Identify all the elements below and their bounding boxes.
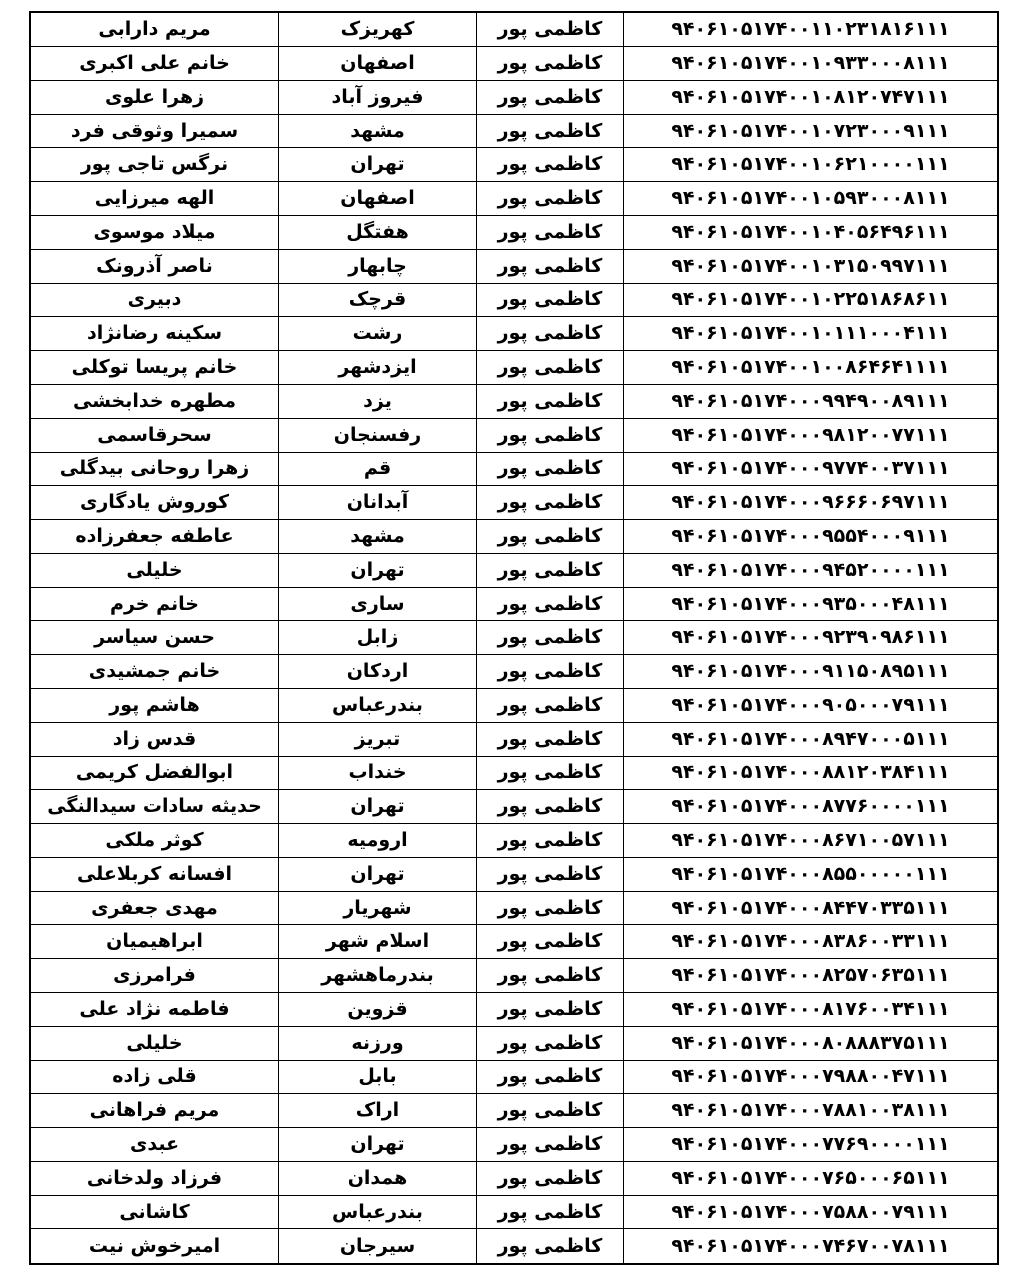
table-row (30, 1060, 998, 1094)
table-row (30, 486, 998, 520)
record-code-cell: ۹۴۰۶۱۰۵۱۷۴۰۰۱۰۰۸۶۴۶۴۱۱۱۱ (624, 351, 999, 385)
person-name-cell: دبیری (30, 283, 279, 317)
person-name-cell: قدس زاد (30, 722, 279, 756)
surname-cell: کاظمی پور (477, 1161, 624, 1195)
city-cell: تهران (279, 553, 477, 587)
record-code-cell: ۹۴۰۶۱۰۵۱۷۴۰۰۰۷۴۶۷۰۰۷۸۱۱۱ (624, 1229, 999, 1264)
surname-cell: کاظمی پور (477, 249, 624, 283)
record-code-cell: ۹۴۰۶۱۰۵۱۷۴۰۰۰۷۵۸۸۰۰۷۹۱۱۱ (624, 1195, 999, 1229)
person-name-cell: نرگس تاجی پور (30, 148, 279, 182)
record-code-cell: ۹۴۰۶۱۰۵۱۷۴۰۰۱۱۰۲۳۱۸۱۶۱۱۱ (624, 12, 999, 47)
surname-cell: کاظمی پور (477, 520, 624, 554)
surname-cell: کاظمی پور (477, 182, 624, 216)
person-name-cell: ابوالفضل کریمی (30, 756, 279, 790)
city-cell: آبدانان (279, 486, 477, 520)
city-cell: ارومیه (279, 824, 477, 858)
person-name-cell: مطهره خدابخشی (30, 384, 279, 418)
surname-cell: کاظمی پور (477, 80, 624, 114)
table-row (30, 587, 998, 621)
city-cell: تهران (279, 790, 477, 824)
record-code-cell: ۹۴۰۶۱۰۵۱۷۴۰۰۰۹۱۱۵۰۸۹۵۱۱۱ (624, 655, 999, 689)
record-code-cell: ۹۴۰۶۱۰۵۱۷۴۰۰۰۹۷۷۴۰۰۳۷۱۱۱ (624, 452, 999, 486)
surname-cell: کاظمی پور (477, 553, 624, 587)
city-cell: خنداب (279, 756, 477, 790)
record-code-cell: ۹۴۰۶۱۰۵۱۷۴۰۰۱۰۹۳۳۰۰۰۸۱۱۱ (624, 47, 999, 81)
table-row (30, 384, 998, 418)
city-cell: رفسنجان (279, 418, 477, 452)
person-name-cell: سکینه رضانژاد (30, 317, 279, 351)
table-row (30, 47, 998, 81)
city-cell: فیروز آباد (279, 80, 477, 114)
person-name-cell: قلی زاده (30, 1060, 279, 1094)
city-cell: قزوین (279, 993, 477, 1027)
person-name-cell: فرامرزی (30, 959, 279, 993)
city-cell: رشت (279, 317, 477, 351)
table-row (30, 216, 998, 250)
person-name-cell: فاطمه نژاد علی (30, 993, 279, 1027)
record-code-cell: ۹۴۰۶۱۰۵۱۷۴۰۰۰۹۵۵۴۰۰۰۹۱۱۱ (624, 520, 999, 554)
record-code-cell: ۹۴۰۶۱۰۵۱۷۴۰۰۱۰۵۹۳۰۰۰۸۱۱۱ (624, 182, 999, 216)
record-code-cell: ۹۴۰۶۱۰۵۱۷۴۰۰۰۹۴۵۲۰۰۰۰۱۱۱ (624, 553, 999, 587)
record-code-cell: ۹۴۰۶۱۰۵۱۷۴۰۰۰۸۹۴۷۰۰۰۵۱۱۱ (624, 722, 999, 756)
person-name-cell: سحرقاسمی (30, 418, 279, 452)
person-name-cell: خلیلی (30, 553, 279, 587)
city-cell: بندرماهشهر (279, 959, 477, 993)
records-table-body (30, 12, 998, 1264)
table-row (30, 824, 998, 858)
surname-cell: کاظمی پور (477, 1195, 624, 1229)
record-code-cell: ۹۴۰۶۱۰۵۱۷۴۰۰۰۹۹۴۹۰۰۸۹۱۱۱ (624, 384, 999, 418)
person-name-cell: امیرخوش نیت (30, 1229, 279, 1264)
surname-cell: کاظمی پور (477, 655, 624, 689)
city-cell: ایزدشهر (279, 351, 477, 385)
table-row (30, 790, 998, 824)
record-code-cell: ۹۴۰۶۱۰۵۱۷۴۰۰۰۷۸۸۱۰۰۳۸۱۱۱ (624, 1094, 999, 1128)
table-row (30, 12, 998, 47)
records-table (29, 11, 999, 1265)
city-cell: هفتگل (279, 216, 477, 250)
city-cell: مشهد (279, 114, 477, 148)
city-cell: مشهد (279, 520, 477, 554)
city-cell: بندرعباس (279, 1195, 477, 1229)
record-code-cell: ۹۴۰۶۱۰۵۱۷۴۰۰۱۰۴۰۵۶۴۹۶۱۱۱ (624, 216, 999, 250)
person-name-cell: مریم فراهانی (30, 1094, 279, 1128)
surname-cell: کاظمی پور (477, 925, 624, 959)
person-name-cell: خانم علی اکبری (30, 47, 279, 81)
table-row (30, 1229, 998, 1264)
surname-cell: کاظمی پور (477, 891, 624, 925)
record-code-cell: ۹۴۰۶۱۰۵۱۷۴۰۰۱۰۷۲۳۰۰۰۹۱۱۱ (624, 114, 999, 148)
city-cell: اسلام شهر (279, 925, 477, 959)
surname-cell: کاظمی پور (477, 1026, 624, 1060)
record-code-cell: ۹۴۰۶۱۰۵۱۷۴۰۰۰۸۴۴۷۰۳۳۵۱۱۱ (624, 891, 999, 925)
city-cell: زابل (279, 621, 477, 655)
person-name-cell: هاشم پور (30, 688, 279, 722)
city-cell: قم (279, 452, 477, 486)
document-sheet (29, 11, 992, 1265)
surname-cell: کاظمی پور (477, 384, 624, 418)
person-name-cell: کاشانی (30, 1195, 279, 1229)
record-code-cell: ۹۴۰۶۱۰۵۱۷۴۰۰۰۹۸۱۲۰۰۷۷۱۱۱ (624, 418, 999, 452)
surname-cell: کاظمی پور (477, 1060, 624, 1094)
table-row (30, 1128, 998, 1162)
person-name-cell: خلیلی (30, 1026, 279, 1060)
surname-cell: کاظمی پور (477, 114, 624, 148)
surname-cell: کاظمی پور (477, 418, 624, 452)
table-row (30, 1161, 998, 1195)
table-row (30, 351, 998, 385)
table-row (30, 722, 998, 756)
city-cell: اردکان (279, 655, 477, 689)
record-code-cell: ۹۴۰۶۱۰۵۱۷۴۰۰۰۹۶۶۶۰۶۹۷۱۱۱ (624, 486, 999, 520)
record-code-cell: ۹۴۰۶۱۰۵۱۷۴۰۰۰۷۶۵۰۰۰۶۵۱۱۱ (624, 1161, 999, 1195)
city-cell: بابل (279, 1060, 477, 1094)
surname-cell: کاظمی پور (477, 959, 624, 993)
table-row (30, 959, 998, 993)
table-row (30, 756, 998, 790)
record-code-cell: ۹۴۰۶۱۰۵۱۷۴۰۰۰۸۳۸۶۰۰۳۳۱۱۱ (624, 925, 999, 959)
person-name-cell: حسن سیاسر (30, 621, 279, 655)
record-code-cell: ۹۴۰۶۱۰۵۱۷۴۰۰۰۸۷۷۶۰۰۰۰۱۱۱ (624, 790, 999, 824)
record-code-cell: ۹۴۰۶۱۰۵۱۷۴۰۰۱۰۶۲۱۰۰۰۰۱۱۱ (624, 148, 999, 182)
table-row (30, 452, 998, 486)
table-row (30, 655, 998, 689)
surname-cell: کاظمی پور (477, 1229, 624, 1264)
table-row (30, 1026, 998, 1060)
surname-cell: کاظمی پور (477, 857, 624, 891)
city-cell: قرچک (279, 283, 477, 317)
city-cell: تهران (279, 1128, 477, 1162)
surname-cell: کاظمی پور (477, 824, 624, 858)
surname-cell: کاظمی پور (477, 587, 624, 621)
record-code-cell: ۹۴۰۶۱۰۵۱۷۴۰۰۰۹۲۳۹۰۹۸۶۱۱۱ (624, 621, 999, 655)
record-code-cell: ۹۴۰۶۱۰۵۱۷۴۰۰۰۸۲۵۷۰۶۳۵۱۱۱ (624, 959, 999, 993)
city-cell: یزد (279, 384, 477, 418)
table-row (30, 1195, 998, 1229)
record-code-cell: ۹۴۰۶۱۰۵۱۷۴۰۰۱۰۲۲۵۱۸۶۸۶۱۱ (624, 283, 999, 317)
surname-cell: کاظمی پور (477, 722, 624, 756)
table-row (30, 993, 998, 1027)
city-cell: تهران (279, 148, 477, 182)
person-name-cell: سمیرا وثوقی فرد (30, 114, 279, 148)
person-name-cell: فرزاد ولدخانی (30, 1161, 279, 1195)
record-code-cell: ۹۴۰۶۱۰۵۱۷۴۰۰۰۹۳۵۰۰۰۴۸۱۱۱ (624, 587, 999, 621)
table-row (30, 182, 998, 216)
city-cell: شهریار (279, 891, 477, 925)
person-name-cell: کوروش یادگاری (30, 486, 279, 520)
surname-cell: کاظمی پور (477, 351, 624, 385)
table-row (30, 621, 998, 655)
city-cell: تبریز (279, 722, 477, 756)
city-cell: چابهار (279, 249, 477, 283)
city-cell: ورزنه (279, 1026, 477, 1060)
city-cell: اصفهان (279, 47, 477, 81)
person-name-cell: ابراهیمیان (30, 925, 279, 959)
city-cell: سیرجان (279, 1229, 477, 1264)
surname-cell: کاظمی پور (477, 216, 624, 250)
surname-cell: کاظمی پور (477, 756, 624, 790)
city-cell: اصفهان (279, 182, 477, 216)
surname-cell: کاظمی پور (477, 621, 624, 655)
table-row (30, 925, 998, 959)
city-cell: همدان (279, 1161, 477, 1195)
person-name-cell: زهرا علوی (30, 80, 279, 114)
table-row (30, 418, 998, 452)
table-row (30, 80, 998, 114)
record-code-cell: ۹۴۰۶۱۰۵۱۷۴۰۰۱۰۳۱۵۰۹۹۷۱۱۱ (624, 249, 999, 283)
record-code-cell: ۹۴۰۶۱۰۵۱۷۴۰۰۱۰۸۱۲۰۷۴۷۱۱۱ (624, 80, 999, 114)
person-name-cell: مریم دارابی (30, 12, 279, 47)
city-cell: تهران (279, 857, 477, 891)
person-name-cell: عبدی (30, 1128, 279, 1162)
surname-cell: کاظمی پور (477, 452, 624, 486)
person-name-cell: الهه میرزایی (30, 182, 279, 216)
surname-cell: کاظمی پور (477, 283, 624, 317)
table-row (30, 1094, 998, 1128)
person-name-cell: افسانه کربلاعلی (30, 857, 279, 891)
person-name-cell: عاطفه جعفرزاده (30, 520, 279, 554)
surname-cell: کاظمی پور (477, 993, 624, 1027)
person-name-cell: مهدی جعفری (30, 891, 279, 925)
person-name-cell: میلاد موسوی (30, 216, 279, 250)
city-cell: اراک (279, 1094, 477, 1128)
table-row (30, 148, 998, 182)
record-code-cell: ۹۴۰۶۱۰۵۱۷۴۰۰۰۷۷۶۹۰۰۰۰۱۱۱ (624, 1128, 999, 1162)
person-name-cell: کوثر ملکی (30, 824, 279, 858)
person-name-cell: حدیثه سادات سیدالنگی (30, 790, 279, 824)
surname-cell: کاظمی پور (477, 790, 624, 824)
city-cell: کهریزک (279, 12, 477, 47)
surname-cell: کاظمی پور (477, 1094, 624, 1128)
person-name-cell: زهرا روحانی بیدگلی (30, 452, 279, 486)
record-code-cell: ۹۴۰۶۱۰۵۱۷۴۰۰۰۷۹۸۸۰۰۴۷۱۱۱ (624, 1060, 999, 1094)
city-cell: بندرعباس (279, 688, 477, 722)
table-row (30, 688, 998, 722)
record-code-cell: ۹۴۰۶۱۰۵۱۷۴۰۰۰۹۰۵۰۰۰۷۹۱۱۱ (624, 688, 999, 722)
person-name-cell: خانم خرم (30, 587, 279, 621)
record-code-cell: ۹۴۰۶۱۰۵۱۷۴۰۰۰۸۶۷۱۰۰۵۷۱۱۱ (624, 824, 999, 858)
table-row (30, 520, 998, 554)
surname-cell: کاظمی پور (477, 12, 624, 47)
person-name-cell: خانم پریسا توکلی (30, 351, 279, 385)
surname-cell: کاظمی پور (477, 47, 624, 81)
record-code-cell: ۹۴۰۶۱۰۵۱۷۴۰۰۰۸۵۵۰۰۰۰۰۱۱۱ (624, 857, 999, 891)
table-row (30, 249, 998, 283)
surname-cell: کاظمی پور (477, 317, 624, 351)
table-row (30, 553, 998, 587)
surname-cell: کاظمی پور (477, 688, 624, 722)
table-row (30, 317, 998, 351)
surname-cell: کاظمی پور (477, 148, 624, 182)
table-row (30, 857, 998, 891)
table-row (30, 114, 998, 148)
table-row (30, 283, 998, 317)
record-code-cell: ۹۴۰۶۱۰۵۱۷۴۰۰۱۰۱۱۱۰۰۰۴۱۱۱ (624, 317, 999, 351)
surname-cell: کاظمی پور (477, 1128, 624, 1162)
record-code-cell: ۹۴۰۶۱۰۵۱۷۴۰۰۰۸۸۱۲۰۳۸۴۱۱۱ (624, 756, 999, 790)
record-code-cell: ۹۴۰۶۱۰۵۱۷۴۰۰۰۸۰۸۸۸۳۷۵۱۱۱ (624, 1026, 999, 1060)
table-row (30, 891, 998, 925)
person-name-cell: ناصر آذرونک (30, 249, 279, 283)
record-code-cell: ۹۴۰۶۱۰۵۱۷۴۰۰۰۸۱۷۶۰۰۳۴۱۱۱ (624, 993, 999, 1027)
person-name-cell: خانم جمشیدی (30, 655, 279, 689)
surname-cell: کاظمی پور (477, 486, 624, 520)
city-cell: ساری (279, 587, 477, 621)
